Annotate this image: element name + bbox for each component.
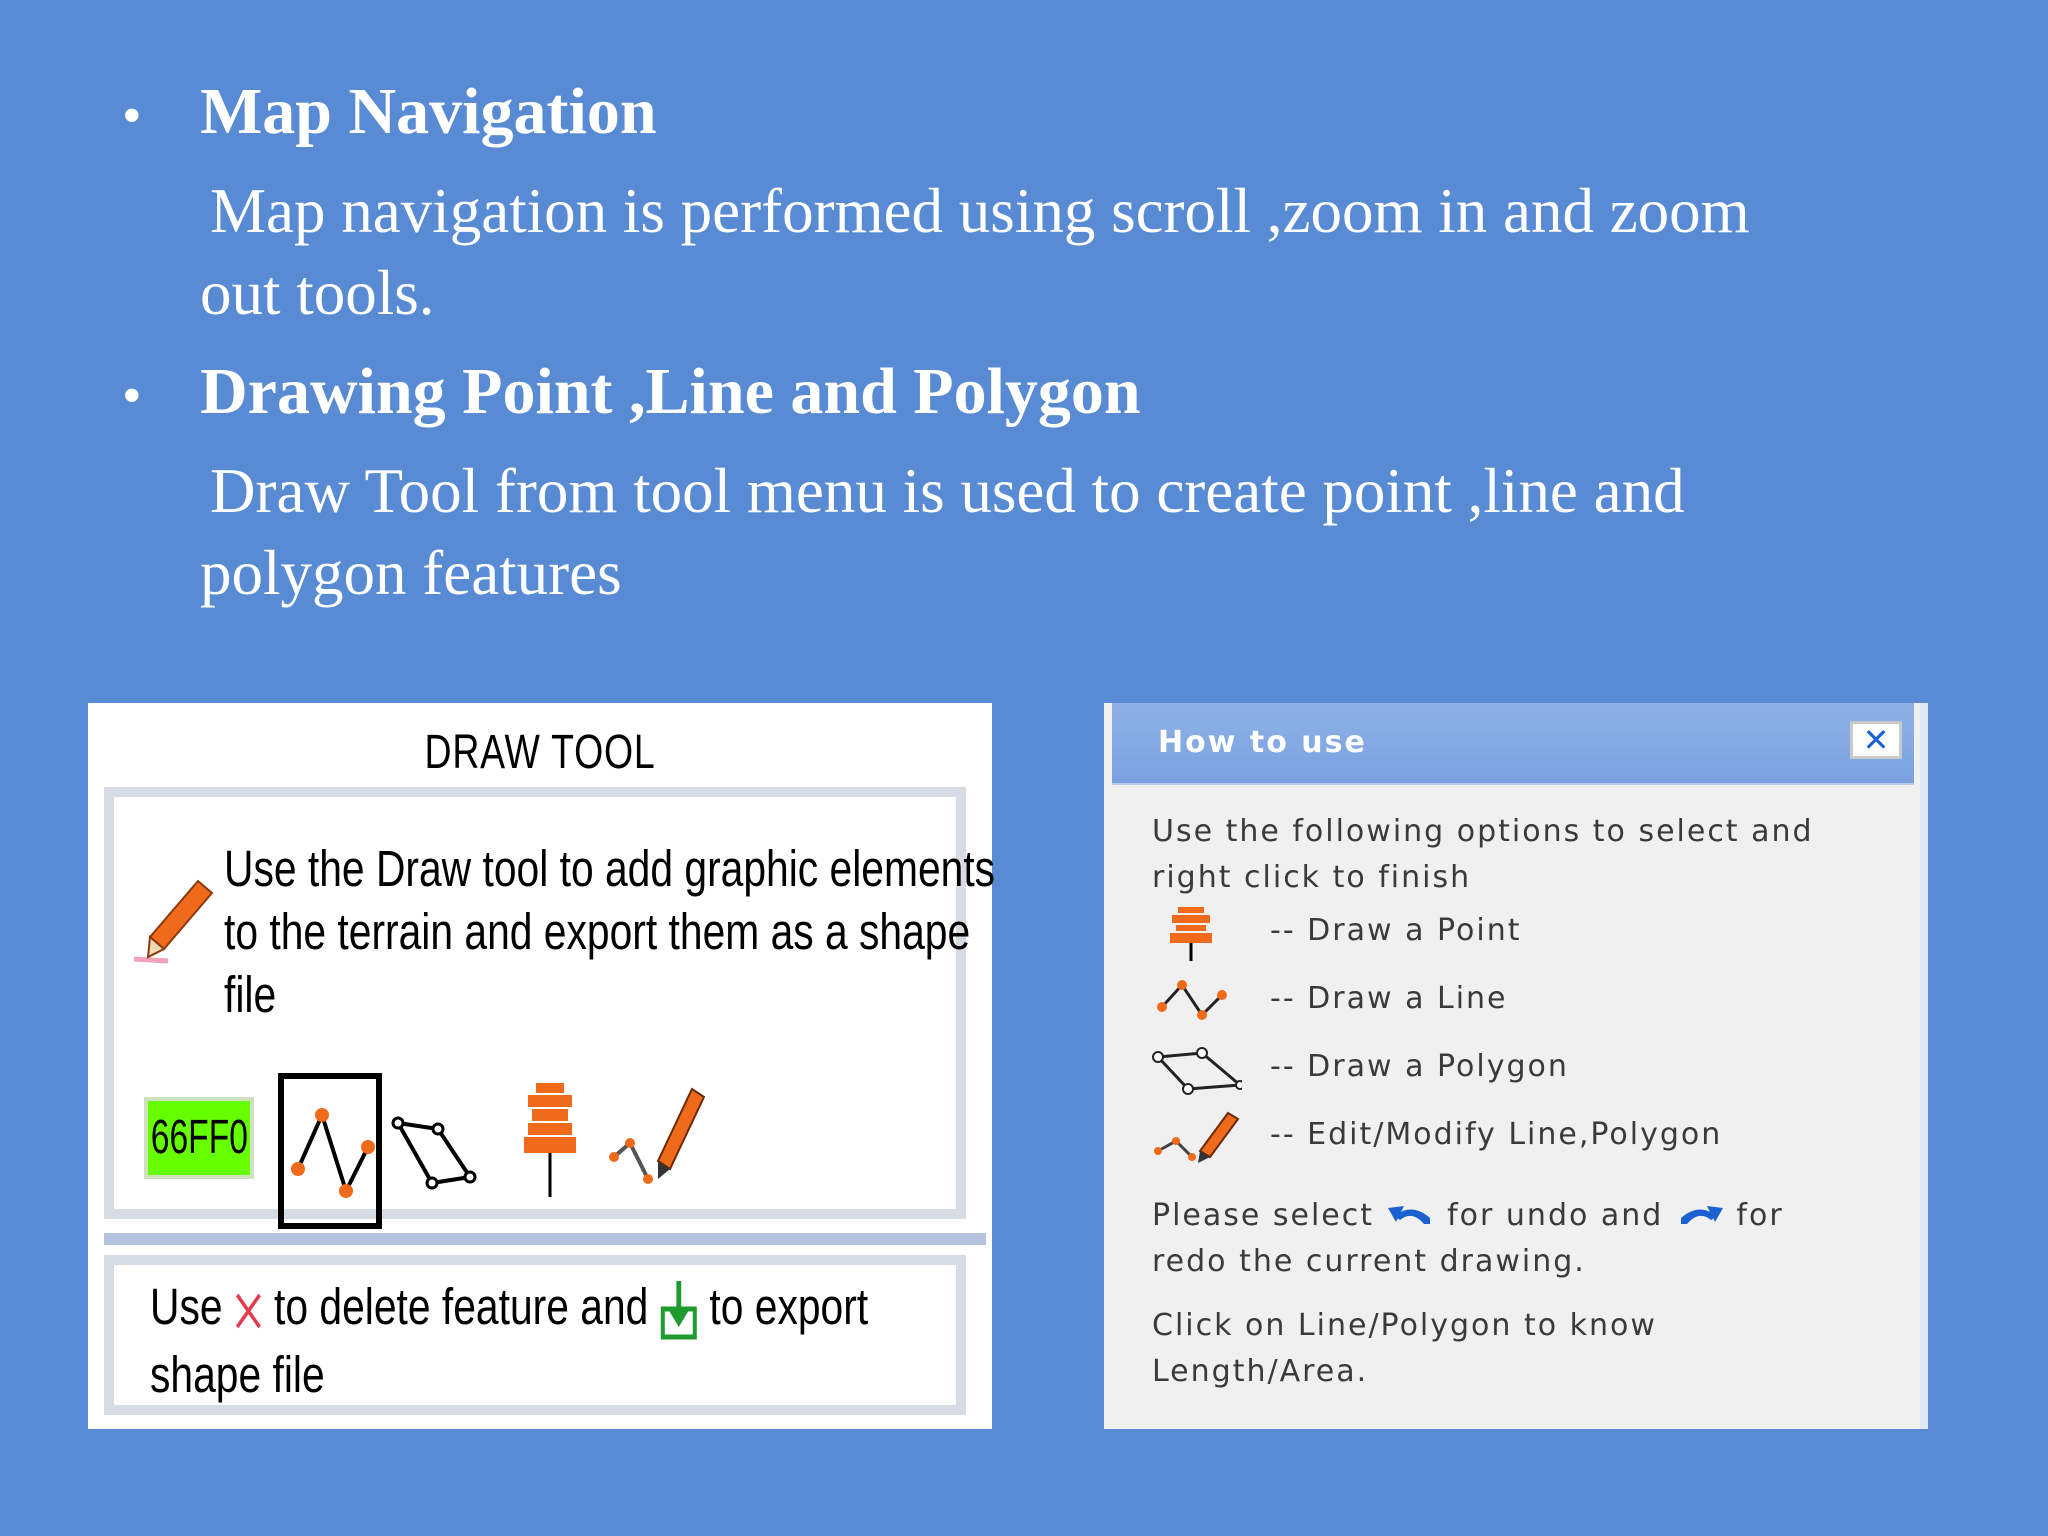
draw-tool-panel <box>88 703 996 1429</box>
how-to-use-intro <box>1152 809 1902 901</box>
point-tool-icon <box>502 1073 606 1229</box>
divider <box>104 1233 986 1245</box>
delete-icon <box>234 1287 263 1335</box>
paragraph-line: Draw Tool from tool menu is used to create point ,line and <box>210 456 1685 526</box>
scrollbar-edge[interactable] <box>1920 703 1928 1429</box>
draw-tool-title: DRAW TOOL <box>424 726 656 779</box>
footer-export-text: to export <box>709 1278 869 1335</box>
pencil-icon <box>128 877 218 967</box>
draw-tool-footer-box <box>104 1255 966 1415</box>
option-label: -- Draw a Line <box>1270 981 1508 1016</box>
paragraph-line: Map navigation is performed using scroll ,zoom in and zoom <box>210 176 1750 246</box>
draw-tool-description <box>224 837 1188 1026</box>
click-info-line: Click on Line/Polygon to know <box>1152 1308 1657 1343</box>
footer-line: shape file <box>150 1345 325 1403</box>
option-label: -- Edit/Modify Line,Polygon <box>1270 1117 1723 1152</box>
undo-text-part2: for undo and <box>1447 1198 1664 1233</box>
how-to-use-header <box>1112 703 1914 785</box>
undo-text-part3: for <box>1736 1198 1784 1233</box>
footer-line <box>150 1275 868 1343</box>
description-line: Use the Draw tool to add graphic elements <box>224 840 996 897</box>
line-tool-button[interactable] <box>278 1073 382 1229</box>
option-label: -- Draw a Point <box>1270 913 1522 948</box>
edit-tool-icon <box>608 1073 718 1229</box>
redo-icon[interactable] <box>1675 1202 1725 1232</box>
polygon-tool-icon <box>390 1073 494 1229</box>
description-line: to the terrain and export them as a shape <box>224 903 971 960</box>
click-info-line: Length/Area. <box>1152 1354 1369 1389</box>
point-icon <box>1152 903 1242 963</box>
draw-tool-main-box <box>104 787 996 1219</box>
paragraph-drawing <box>200 450 1924 614</box>
polygon-icon <box>1152 1039 1242 1099</box>
click-info-text <box>1152 1303 1912 1395</box>
paragraph-map-navigation <box>200 170 1924 334</box>
how-to-use-title: How to use <box>1158 725 1367 760</box>
undo-text-part1: Please select <box>1152 1198 1375 1233</box>
close-button[interactable] <box>1850 721 1902 759</box>
draw-tool-footer <box>150 1275 1048 1407</box>
export-icon <box>660 1279 698 1343</box>
undo-redo-text <box>1152 1193 1912 1285</box>
bullet-dot: • <box>122 365 142 427</box>
heading-map-navigation: Map Navigation <box>200 75 657 148</box>
polygon-tool-button[interactable] <box>390 1073 494 1229</box>
intro-line: right click to finish <box>1152 860 1472 895</box>
color-picker[interactable] <box>144 1097 254 1179</box>
point-tool-button[interactable] <box>502 1073 606 1229</box>
paragraph-line: polygon features <box>200 538 622 608</box>
line-tool-icon <box>284 1079 376 1223</box>
color-value: 66FF0 <box>150 1111 248 1164</box>
option-label: -- Draw a Polygon <box>1270 1049 1569 1084</box>
line-icon <box>1152 971 1242 1031</box>
heading-drawing: Drawing Point ,Line and Polygon <box>200 355 1141 428</box>
edit-icon <box>1152 1107 1242 1167</box>
undo-icon[interactable] <box>1386 1202 1436 1232</box>
close-icon: ✕ <box>1862 721 1890 759</box>
undo-text-line2: redo the current drawing. <box>1152 1244 1586 1279</box>
footer-delete-text: to delete feature and <box>274 1278 649 1335</box>
bullet-dot: • <box>122 85 142 147</box>
how-to-use-panel <box>1104 703 1928 1429</box>
paragraph-line: out tools. <box>200 258 435 328</box>
description-line: file <box>224 966 277 1023</box>
footer-use: Use <box>150 1278 223 1335</box>
edit-tool-button[interactable] <box>608 1073 712 1229</box>
intro-line: Use the following options to select and <box>1152 814 1814 849</box>
